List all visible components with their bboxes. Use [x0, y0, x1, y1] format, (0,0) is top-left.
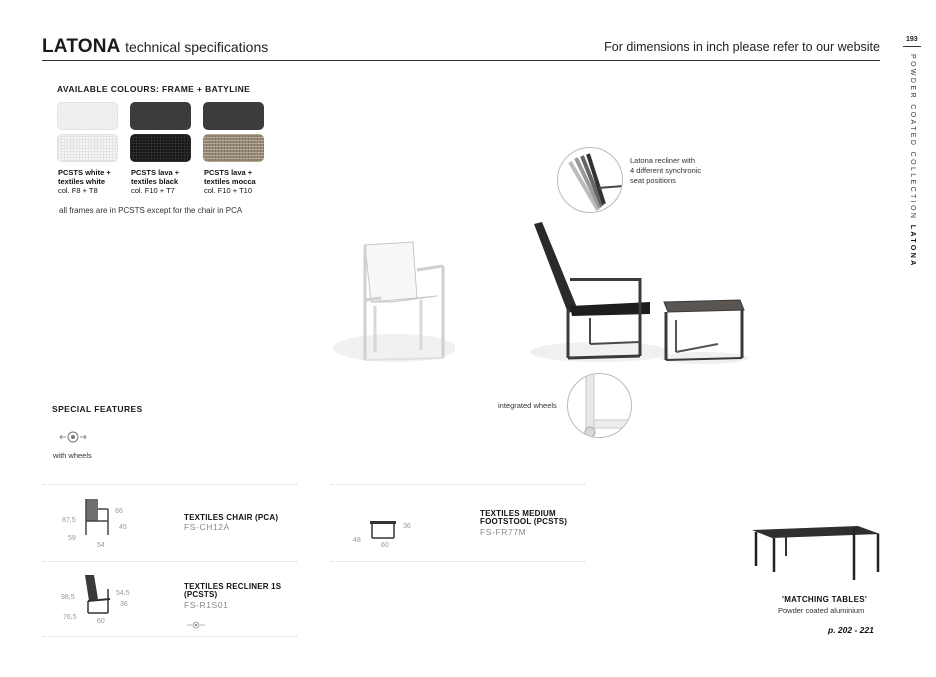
divider	[903, 46, 921, 47]
frame-swatch-lava	[130, 102, 191, 130]
wheels-detail-circle	[567, 373, 632, 438]
page-header	[42, 36, 880, 61]
matching-tables-subtitle: Powder coated aluminium	[778, 606, 865, 615]
colour-3-line1: PCSTS lava +	[204, 168, 253, 177]
dim-width: 60	[381, 542, 389, 549]
collection-label	[909, 54, 916, 268]
colour-label-mocca	[204, 168, 256, 195]
matching-tables-title: 'MATCHING TABLES'	[782, 595, 868, 604]
collection-brand: LATONA	[909, 224, 916, 268]
dim-height: 98,5	[61, 594, 75, 601]
dim-width: 60	[97, 618, 105, 625]
dim-arm-height: 54,5	[116, 590, 130, 597]
dim-arm-height: 66	[115, 508, 123, 515]
dim-width: 54	[97, 542, 105, 549]
frame-swatch-white	[57, 102, 118, 130]
matching-table-image	[750, 522, 882, 584]
wheel-icon	[186, 620, 206, 630]
recliner-positions-image	[558, 148, 623, 213]
special-features-title: SPECIAL FEATURES	[52, 404, 143, 414]
divider	[42, 636, 297, 637]
collection-name: POWDER COATED COLLECTION	[909, 54, 916, 221]
footstool-thumbnail	[368, 518, 398, 540]
recliner-detail-circle	[557, 147, 623, 213]
frames-note: all frames are in PCSTS except for the chair in PCA	[59, 206, 243, 215]
dim-seat-height: 36	[120, 601, 128, 608]
recliner-caption: Latona recliner with 4 different synchronic seat positions	[630, 156, 702, 185]
chair-thumbnail	[80, 497, 114, 537]
colour-1-line3: col. F8 + T8	[58, 186, 98, 195]
divider	[42, 561, 297, 562]
frame-swatch-lava-2	[203, 102, 264, 130]
product-code: FS-R1S01	[184, 600, 229, 610]
dim-depth: 48	[353, 537, 361, 544]
with-wheels-label: with wheels	[53, 451, 92, 460]
side-tab	[903, 36, 925, 268]
page-number: 193	[906, 36, 918, 43]
colour-3-line3: col. F10 + T10	[204, 186, 253, 195]
colour-1-line2: textiles white	[58, 177, 106, 186]
dim-depth: 76,5	[63, 614, 77, 621]
footstool-image	[658, 296, 748, 366]
product-name: TEXTILES RECLINER 1S (PCSTS)	[184, 582, 282, 599]
page-title: LATONA	[42, 36, 121, 57]
divider	[42, 484, 297, 485]
dimensions-note: For dimensions in inch please refer to our website	[604, 40, 880, 54]
page-subtitle: technical specifications	[125, 39, 269, 55]
product-code: FS-FR77M	[480, 527, 527, 537]
textile-swatch-black	[130, 134, 191, 162]
product-name: TEXTILES CHAIR (PCA)	[184, 513, 279, 522]
colour-3-line2: textiles mocca	[204, 177, 256, 186]
dim-depth: 59	[68, 535, 76, 542]
colour-2-line1: PCSTS lava +	[131, 168, 180, 177]
chair-image	[325, 240, 455, 370]
textile-swatch-mocca	[203, 134, 264, 162]
wheel-closeup-image	[568, 374, 632, 438]
textile-swatch-white	[57, 134, 118, 162]
dim-height: 36	[403, 523, 411, 530]
colour-2-line2: textiles black	[131, 177, 179, 186]
colour-1-line1: PCSTS white +	[58, 168, 111, 177]
colour-2-line3: col. F10 + T7	[131, 186, 175, 195]
dim-seat-height: 45	[119, 524, 127, 531]
colours-title: AVAILABLE COLOURS: FRAME + BATYLINE	[57, 84, 251, 94]
divider	[330, 561, 585, 562]
dim-height: 87,5	[62, 517, 76, 524]
wheels-caption: integrated wheels	[498, 401, 557, 410]
product-name: TEXTILES MEDIUM FOOTSTOOL (PCSTS)	[480, 509, 568, 526]
colour-label-white	[58, 168, 111, 195]
colour-label-black	[131, 168, 179, 195]
recliner-image	[520, 218, 670, 368]
recliner-thumbnail	[80, 573, 114, 617]
product-code: FS-CH12A	[184, 522, 230, 532]
divider	[330, 484, 585, 485]
wheel-icon	[58, 430, 88, 444]
page-reference: p. 202 - 221	[828, 625, 874, 635]
